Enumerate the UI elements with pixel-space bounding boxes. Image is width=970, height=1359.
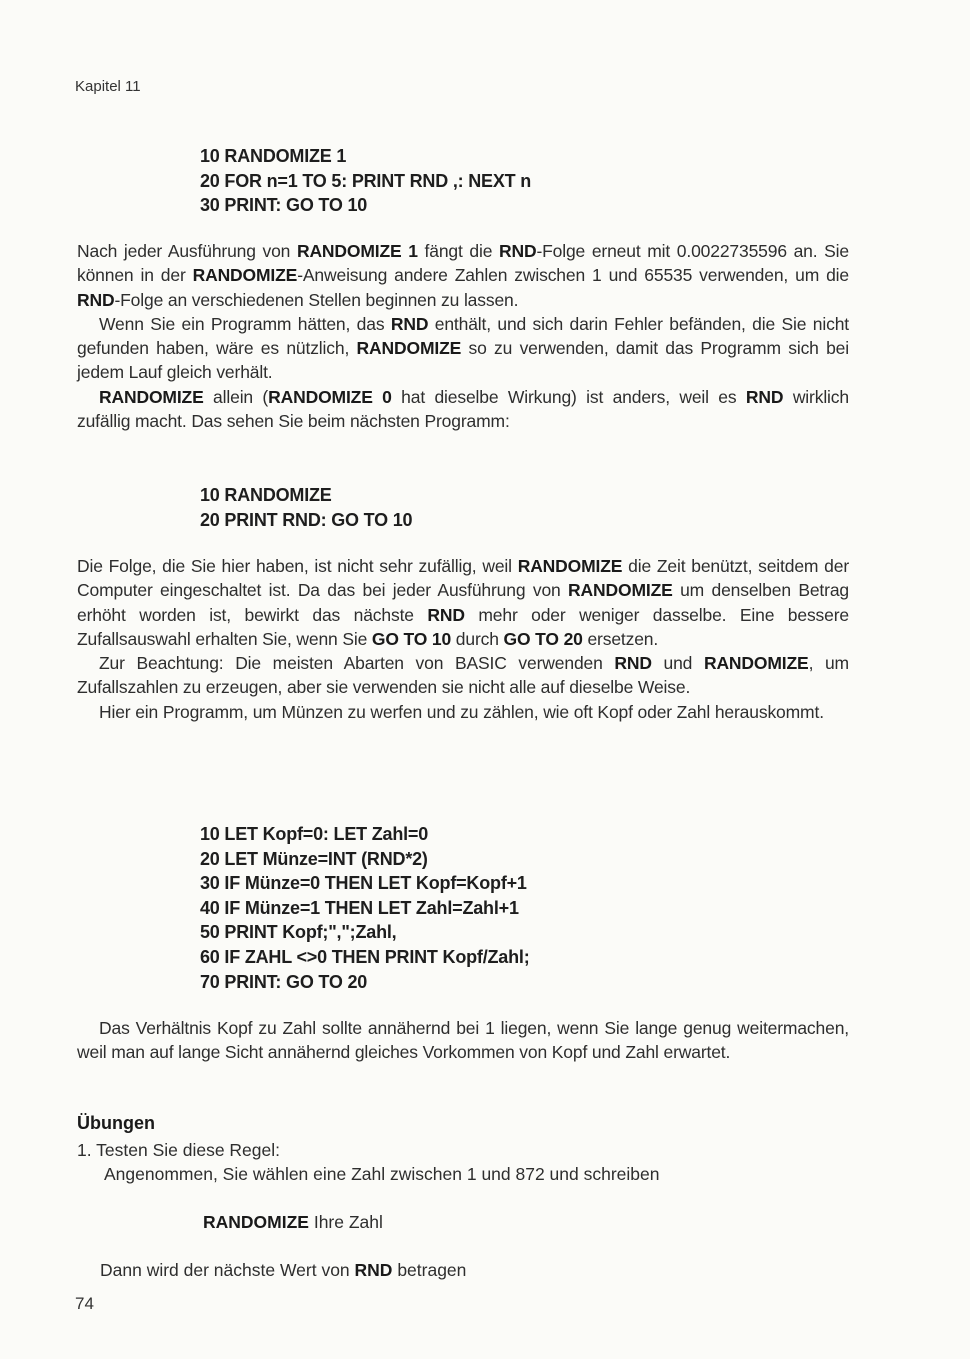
paragraph: Das Verhältnis Kopf zu Zahl sollte annähernd bei 1 liegen, wenn Sie lange genug weitermachen, weil man auf lange Sicht annähernd gleiches Vorkommen von Kopf und Zahl erwartet. — [77, 1018, 849, 1063]
code-line: 30 PRINT: GO TO 10 — [200, 195, 368, 216]
paragraph: Zur Beachtung: Die meisten Abarten von BASIC verwenden RND und RANDOMIZE, um Zufallszahlen zu erzeugen, aber sie verwenden sie nicht alle auf dieselbe Weise. — [77, 653, 849, 698]
code-line: 20 FOR n=1 TO 5: PRINT RND ,: NEXT n — [200, 170, 532, 191]
code-line: 10 RANDOMIZE — [200, 485, 332, 505]
code-line: 20 LET Münze=INT (RND*2) — [200, 848, 428, 869]
keyword: RANDOMIZE — [568, 580, 673, 601]
keyword: GO TO 10 — [371, 628, 452, 649]
paragraph: RANDOMIZE allein (RANDOMIZE 0 hat dieselbe Wirkung) ist anders, weil es RND wirklich zufällig macht. Das sehen Sie beim nächsten Programm: — [77, 386, 849, 432]
keyword: RANDOMIZE — [203, 1212, 309, 1232]
paragraph: Nach jeder Ausführung von RANDOMIZE 1 fängt die RND-Folge erneut mit 0.0022735596 an. Sie können in der RANDOMIZE-Anweisung andere Zahlen zwischen 1 und 65535 verwenden, um die RND-Folge an verschiedenen Stellen beginnen zu lassen. — [77, 241, 849, 310]
exercise-list — [77, 1138, 660, 1187]
followup-rest: betragen — [392, 1260, 467, 1280]
keyword: RND — [354, 1260, 393, 1280]
exercise-followup — [100, 1260, 466, 1281]
text-block-1 — [77, 239, 849, 433]
code-line: 50 PRINT Kopf;",";Zahl, — [200, 922, 397, 943]
keyword: GO TO 20 — [503, 628, 583, 649]
code-line: 10 LET Kopf=0: LET Zahl=0 — [200, 824, 429, 844]
exercise-item-text: Angenommen, Sie wählen eine Zahl zwischen 1 und 872 und schreiben — [104, 1164, 660, 1185]
keyword: RANDOMIZE — [356, 338, 462, 359]
exercise-item: 1. Testen Sie diese Regel: — [77, 1140, 281, 1160]
keyword: RND — [614, 653, 652, 674]
keyword: RND — [745, 386, 784, 407]
keyword: RANDOMIZE — [192, 265, 298, 286]
paragraph: Wenn Sie ein Programm hätten, das RND enthält, und sich darin Fehler befänden, die Sie nicht gefunden haben, wäre es nützlich, RANDOMIZE so zu verwenden, damit das Programm sich bei jedem Lauf gleich verhält. — [77, 313, 850, 383]
keyword: RND — [498, 241, 537, 261]
keyword: RND — [77, 289, 115, 310]
code-listing-3 — [200, 822, 530, 994]
code-listing-1 — [200, 144, 531, 218]
chapter-header: Kapitel 11 — [75, 78, 141, 95]
keyword: RANDOMIZE — [517, 556, 623, 576]
code-line: 40 IF Münze=1 THEN LET Zahl=Zahl+1 — [200, 897, 519, 918]
keyword: RND — [390, 313, 429, 334]
keyword: RANDOMIZE — [703, 653, 809, 674]
page-number: 74 — [75, 1294, 94, 1313]
keyword: RND — [427, 604, 465, 625]
exercise-code-line — [203, 1212, 383, 1233]
exercises-heading: Übungen — [77, 1113, 155, 1133]
code-line: 30 IF Münze=0 THEN LET Kopf=Kopf+1 — [200, 873, 527, 894]
code-line: 20 PRINT RND: GO TO 10 — [200, 509, 413, 530]
text-block-3 — [77, 1016, 849, 1065]
code-listing-2 — [200, 483, 412, 532]
code-line: 10 RANDOMIZE 1 — [200, 146, 347, 166]
code-rest: Ihre Zahl — [308, 1212, 383, 1232]
code-line: 60 IF ZAHL <>0 THEN PRINT Kopf/Zahl; — [200, 946, 530, 967]
paragraph: Die Folge, die Sie hier haben, ist nicht sehr zufällig, weil RANDOMIZE die Zeit benützt, seitdem der Computer eingeschaltet ist. Da das bei jeder Ausführung von RANDOMIZE um denselben Betrag erhöht worden ist, bewirkt das nächste RND mehr oder weniger dasselbe. Eine bessere Zufallsauswahl erhalten Sie, wenn Sie GO TO 10 durch GO TO 20 ersetzen. — [77, 556, 850, 649]
keyword: RANDOMIZE 1 — [296, 241, 418, 261]
keyword: RANDOMIZE — [99, 386, 204, 407]
keyword: RANDOMIZE 0 — [268, 386, 392, 407]
text-block-2 — [77, 554, 849, 724]
paragraph: Hier ein Programm, um Münzen zu werfen und zu zählen, wie oft Kopf oder Zahl herauskommt. — [99, 701, 824, 722]
followup-text: Dann wird der nächste Wert von — [100, 1260, 355, 1280]
code-line: 70 PRINT: GO TO 20 — [200, 971, 368, 992]
